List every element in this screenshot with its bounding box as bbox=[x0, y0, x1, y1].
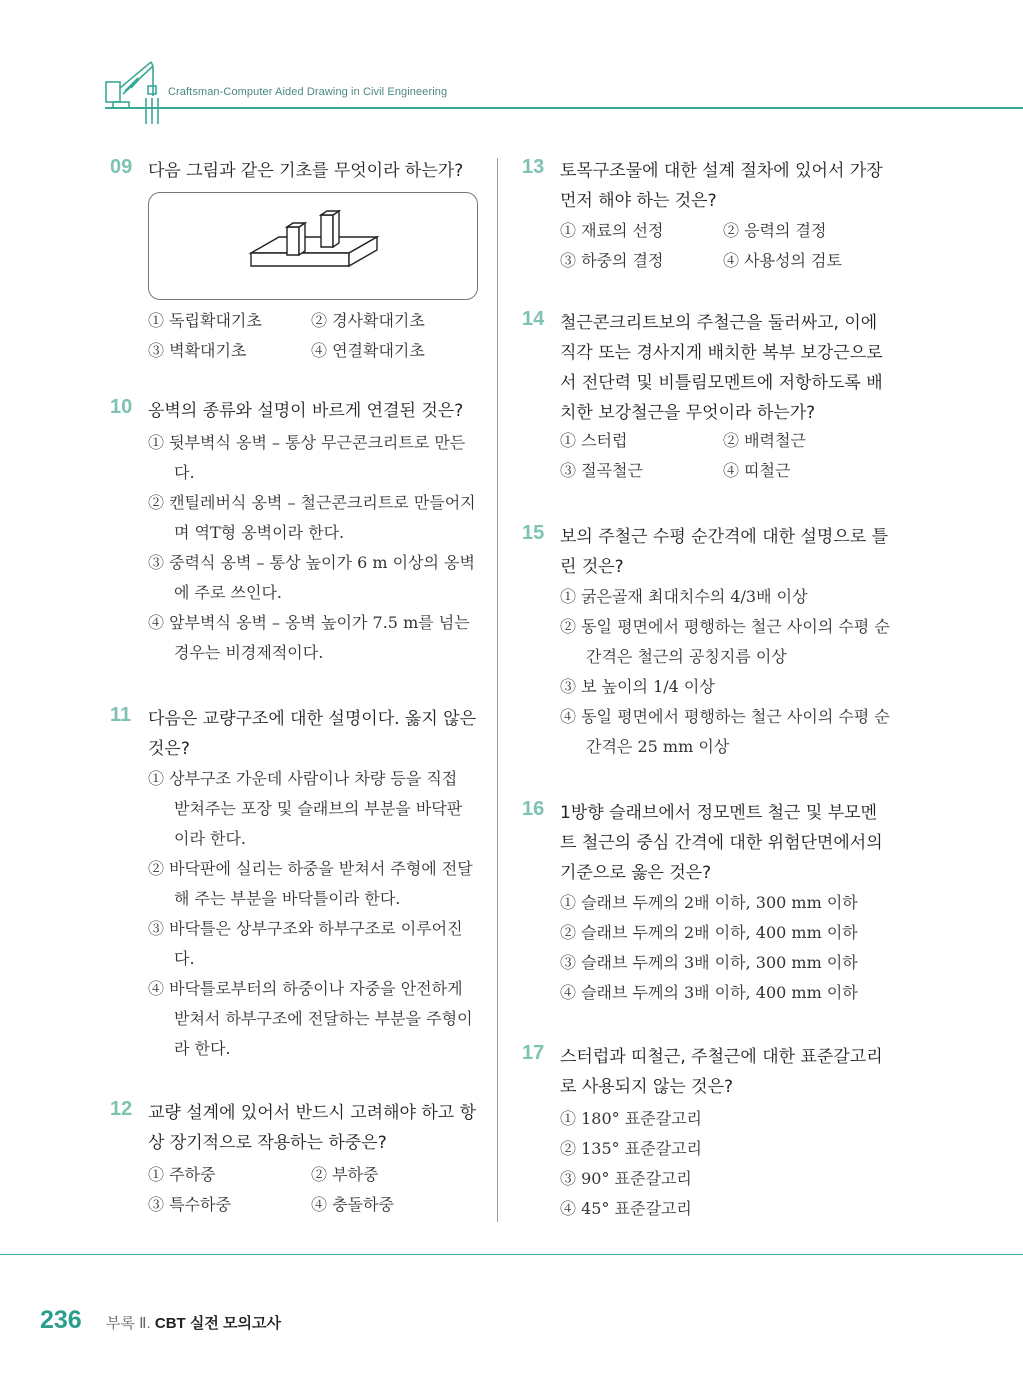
option-1[interactable]: ① 뒷부벽식 옹벽 – 통상 무근콘크리트로 만든다. bbox=[148, 433, 466, 482]
option-3[interactable]: ③ 벽확대기초 bbox=[148, 341, 247, 360]
crane-logo-icon bbox=[103, 58, 165, 126]
option-2[interactable]: ② 배력철근 bbox=[723, 431, 806, 450]
option-3[interactable]: ③ 보 높이의 1/4 이상 bbox=[560, 677, 715, 696]
options-09 bbox=[148, 306, 474, 366]
options-10 bbox=[148, 428, 476, 668]
question-number: 15 bbox=[522, 522, 545, 544]
option-3[interactable]: ③ 슬래브 두께의 3배 이하, 300 mm 이하 bbox=[560, 953, 858, 972]
option-3[interactable]: ③ 하중의 결정 bbox=[560, 251, 664, 270]
question-number: 16 bbox=[522, 798, 545, 820]
question-text: 교량 설계에 있어서 반드시 고려해야 하고 항상 장기적으로 작용하는 하중은? bbox=[148, 1103, 477, 1153]
options-12 bbox=[148, 1160, 474, 1220]
option-3[interactable]: ③ 절곡철근 bbox=[560, 461, 643, 480]
footing-figure bbox=[148, 192, 478, 300]
column-divider bbox=[497, 158, 498, 1222]
options-11 bbox=[148, 764, 476, 1064]
question-number: 13 bbox=[522, 156, 545, 178]
option-4[interactable]: ④ 앞부벽식 옹벽 – 옹벽 높이가 7.5 m를 넘는 경우는 비경제적이다. bbox=[148, 613, 470, 662]
question-text: 1방향 슬래브에서 정모멘트 철근 및 부모멘트 철근의 중심 간격에 대한 위험단면에서의 기준으로 옳은 것은? bbox=[560, 803, 883, 883]
question-number: 10 bbox=[110, 396, 133, 418]
isolated-footing-diagram bbox=[149, 193, 477, 299]
question-text: 옹벽의 종류와 설명이 바르게 연결된 것은? bbox=[148, 401, 464, 421]
option-1[interactable]: ① 스터럽 bbox=[560, 431, 628, 450]
option-2[interactable]: ② 캔틸레버식 옹벽 – 철근콘크리트로 만들어지며 역T형 옹벽이라 한다. bbox=[148, 493, 476, 542]
header-divider bbox=[105, 107, 1023, 109]
option-2[interactable]: ② 바닥판에 실리는 하중을 받쳐서 주형에 전달해 주는 부분을 바닥틀이라 한다. bbox=[148, 859, 473, 908]
question-number: 17 bbox=[522, 1042, 545, 1064]
option-4[interactable]: ④ 띠철근 bbox=[723, 461, 791, 480]
option-1[interactable]: ① 재료의 선정 bbox=[560, 221, 664, 240]
option-4[interactable]: ④ 동일 평면에서 평행하는 철근 사이의 수평 순간격은 25 mm 이상 bbox=[560, 707, 890, 756]
options-15 bbox=[560, 582, 890, 762]
options-16 bbox=[560, 888, 890, 1008]
option-3[interactable]: ③ 중력식 옹벽 – 통상 높이가 6 m 이상의 옹벽에 주로 쓰인다. bbox=[148, 553, 475, 602]
option-2[interactable]: ② 슬래브 두께의 2배 이하, 400 mm 이하 bbox=[560, 923, 858, 942]
page-number: 236 bbox=[40, 1306, 82, 1334]
option-1[interactable]: ① 180° 표준갈고리 bbox=[560, 1109, 702, 1128]
question-text: 보의 주철근 수평 순간격에 대한 설명으로 틀린 것은? bbox=[560, 527, 889, 577]
footer-section-title bbox=[106, 1312, 281, 1333]
option-2[interactable]: ② 응력의 결정 bbox=[723, 221, 827, 240]
options-14 bbox=[560, 426, 886, 486]
option-3[interactable]: ③ 특수하중 bbox=[148, 1195, 231, 1214]
question-text: 스터럽과 띠철근, 주철근에 대한 표준갈고리로 사용되지 않는 것은? bbox=[560, 1047, 883, 1097]
question-text: 다음 그림과 같은 기초를 무엇이라 하는가? bbox=[148, 161, 464, 181]
options-13 bbox=[560, 216, 886, 276]
option-1[interactable]: ① 상부구조 가운데 사람이나 차량 등을 직접 받쳐주는 포장 및 슬래브의 부분을 바닥판이라 한다. bbox=[148, 769, 463, 848]
option-3[interactable]: ③ 바닥틀은 상부구조와 하부구조로 이루어진다. bbox=[148, 919, 463, 968]
option-1[interactable]: ① 주하중 bbox=[148, 1165, 216, 1184]
option-2[interactable]: ② 경사확대기초 bbox=[311, 311, 425, 330]
option-2[interactable]: ② 부하중 bbox=[311, 1165, 379, 1184]
option-4[interactable]: ④ 사용성의 검토 bbox=[723, 251, 842, 270]
option-1[interactable]: ① 굵은골재 최대치수의 4/3배 이상 bbox=[560, 587, 808, 606]
option-4[interactable]: ④ 바닥틀로부터의 하중이나 자중을 안전하게 받쳐서 하부구조에 전달하는 부분을 주형이라 한다. bbox=[148, 979, 473, 1058]
question-text: 토목구조물에 대한 설계 절차에 있어서 가장 먼저 해야 하는 것은? bbox=[560, 161, 883, 211]
option-1[interactable]: ① 독립확대기초 bbox=[148, 311, 262, 330]
option-4[interactable]: ④ 연결확대기초 bbox=[311, 341, 425, 360]
footer-divider bbox=[0, 1254, 1023, 1255]
question-text: 다음은 교량구조에 대한 설명이다. 옳지 않은 것은? bbox=[148, 709, 477, 759]
option-1[interactable]: ① 슬래브 두께의 2배 이하, 300 mm 이하 bbox=[560, 893, 858, 912]
option-2[interactable]: ② 동일 평면에서 평행하는 철근 사이의 수평 순간격은 철근의 공칭지름 이상 bbox=[560, 617, 890, 666]
question-text: 철근콘크리트보의 주철근을 둘러싸고, 이에 직각 또는 경사지게 배치한 복부 보강근으로서 전단력 및 비틀림모멘트에 저항하도록 배치한 보강철근을 무엇이라 하는가? bbox=[560, 313, 883, 423]
option-4[interactable]: ④ 슬래브 두께의 3배 이하, 400 mm 이하 bbox=[560, 983, 858, 1002]
footer-appendix-label: 부록 Ⅱ. bbox=[106, 1315, 151, 1332]
question-number: 11 bbox=[110, 704, 132, 726]
footer-chapter-title: CBT 실전 모의고사 bbox=[154, 1315, 281, 1332]
question-number: 12 bbox=[110, 1098, 133, 1120]
option-4[interactable]: ④ 45° 표준갈고리 bbox=[560, 1199, 692, 1218]
options-17 bbox=[560, 1104, 890, 1224]
question-number: 09 bbox=[110, 156, 133, 178]
header-title: Craftsman-Computer Aided Drawing in Civil Engineering bbox=[168, 86, 448, 98]
option-2[interactable]: ② 135° 표준갈고리 bbox=[560, 1139, 702, 1158]
option-4[interactable]: ④ 충돌하중 bbox=[311, 1195, 394, 1214]
question-number: 14 bbox=[522, 308, 545, 330]
option-3[interactable]: ③ 90° 표준갈고리 bbox=[560, 1169, 692, 1188]
